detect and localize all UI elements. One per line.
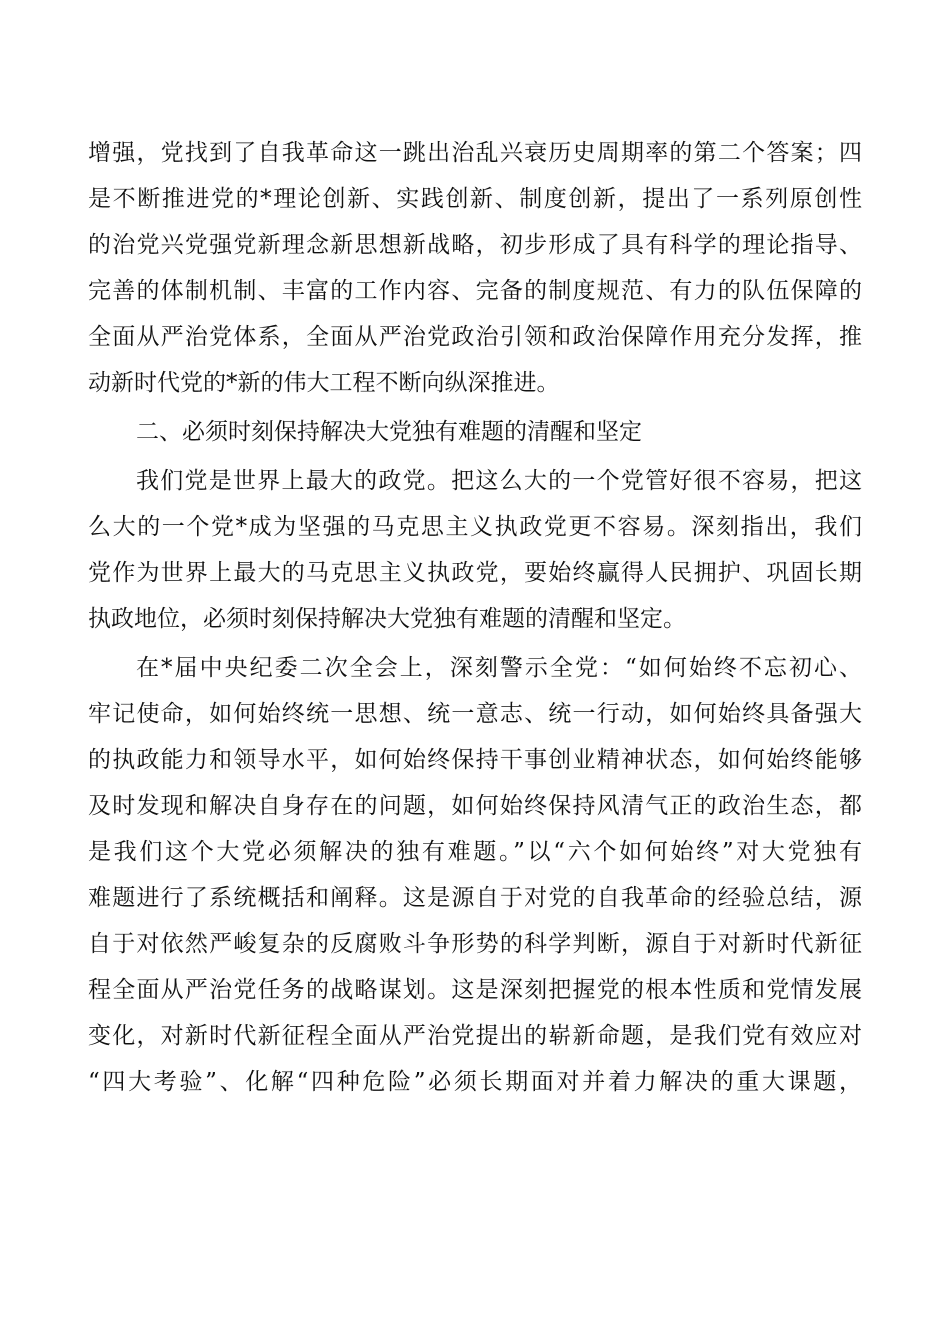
text-line: 及时发现和解决自身存在的问题，如何始终保持风清气正的政治生态，都 [88, 793, 862, 819]
text-line: 难题进行了系统概括和阐释。这是源自于对党的自我革命的经验总结，源 [88, 885, 862, 911]
text-line: 自于对依然严峻复杂的反腐败斗争形势的科学判断，源自于对新时代新征 [88, 931, 862, 957]
text-line: 增强，党找到了自我革命这一跳出治乱兴衰历史周期率的第二个答案；四 [88, 140, 862, 166]
paragraph-1 [88, 130, 862, 406]
text-line: 的执政能力和领导水平，如何始终保持干事创业精神状态，如何始终能够 [88, 747, 862, 773]
text-line: 的治党兴党强党新理念新思想新战略，初步形成了具有科学的理论指导、 [88, 232, 862, 258]
document-page [88, 130, 862, 1108]
text-line: 变化，对新时代新征程全面从严治党提出的崭新命题，是我们党有效应对 [88, 1023, 862, 1049]
text-line: 么大的一个党*成为坚强的马克思主义执政党更不容易。深刻指出，我们 [88, 514, 862, 540]
text-line: 动新时代党的*新的伟大工程不断向纵深推进。 [88, 370, 560, 396]
text-line: 我们党是世界上最大的政党。把这么大的一个党管好很不容易，把这 [136, 468, 862, 494]
text-line: 是不断推进党的*理论创新、实践创新、制度创新，提出了一系列原创性 [88, 186, 862, 212]
text-line: 全面从严治党体系，全面从严治党政治引领和政治保障作用充分发挥，推 [88, 324, 862, 350]
text-line: 党作为世界上最大的马克思主义执政党，要始终赢得人民拥护、巩固长期 [88, 560, 862, 586]
text-line: 是我们这个大党必须解决的独有难题。”以“六个如何始终”对大党独有 [88, 839, 862, 865]
section-heading [88, 409, 862, 455]
text-line: 牢记使命，如何始终统一思想、统一意志、统一行动，如何始终具备强大 [88, 701, 862, 727]
text-line: 在*届中央纪委二次全会上，深刻警示全党：“如何始终不忘初心、 [136, 655, 862, 681]
heading-text: 二、必须时刻保持解决大党独有难题的清醒和坚定 [136, 419, 642, 445]
text-line: 完善的体制机制、丰富的工作内容、完备的制度规范、有力的队伍保障的 [88, 278, 862, 304]
text-line: 程全面从严治党任务的战略谋划。这是深刻把握党的根本性质和党情发展 [88, 977, 862, 1003]
paragraph-2 [88, 458, 862, 642]
text-line: “四大考验”、化解“四种危险”必须长期面对并着力解决的重大课题， [88, 1069, 862, 1095]
paragraph-3 [88, 645, 862, 1105]
text-line: 执政地位，必须时刻保持解决大党独有难题的清醒和坚定。 [88, 606, 686, 632]
